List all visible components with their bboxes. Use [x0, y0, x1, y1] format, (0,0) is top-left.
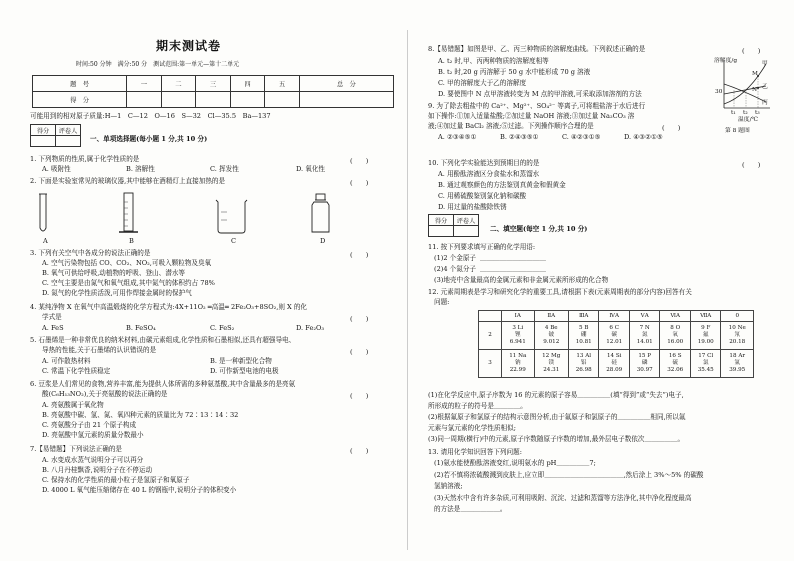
group-header: ⅥA [660, 311, 691, 322]
element-symbol: 15 P [638, 353, 652, 359]
graph-tick-t3: t₃ [755, 110, 760, 116]
element-mass: 28.09 [606, 367, 623, 373]
grader-cell[interactable] [454, 226, 479, 237]
element-mass: 12.01 [606, 339, 623, 345]
q4-opt-a: A. FeS [42, 324, 64, 332]
grader-label: 评卷人 [454, 215, 479, 226]
element-symbol: 16 S [668, 353, 682, 359]
element-mass: 9.012 [543, 339, 560, 345]
q7-opt-d: D. 4000 L 氧气能压缩储存在 40 L 的钢瓶中,说明分子的体积变小 [42, 486, 237, 494]
grader-score-label: 得分 [429, 215, 454, 226]
q8-stem: 8.【易错题】如图是甲、乙、丙三种物质的溶解度曲线。下列叙述正确的是 [428, 45, 646, 53]
curve-jia [724, 64, 766, 104]
element-symbol: 14 Si [606, 353, 622, 359]
score-cell[interactable] [230, 92, 265, 108]
q12-item-2-cont: 元素与氯元素的化学性质相似; [428, 424, 516, 432]
grader-score-cell[interactable] [31, 136, 56, 147]
q4-opt-c: C. FeS₂ [210, 324, 235, 332]
right-column [420, 0, 772, 561]
element-symbol: 4 Be [544, 325, 558, 331]
q3-opt-d: D. 氮气的化学性质活泼,可用作焊接金属时的保护气 [42, 289, 192, 297]
graph-point-m: M [752, 71, 758, 77]
q5-opt-d: D. 可作新型电池的电极 [210, 367, 279, 375]
answer-paren[interactable]: ( ) [742, 47, 761, 55]
graph-xlabel: 温度/℃ [738, 117, 759, 123]
score-header: 一 [127, 76, 162, 92]
q13-stem: 13. 请用化学知识回答下列问题: [428, 448, 522, 456]
score-header: 四 [230, 76, 265, 92]
q12-item-3: (3)同一周期(横行)中的元素,原子序数随原子序数的增加,最外层电子数依次＿＿＿＿＿。 [428, 435, 685, 443]
q1-opt-d: D. 氧化性 [296, 165, 326, 173]
element-name: 镁 [548, 360, 555, 366]
graph-y-tick: 30 [715, 89, 723, 95]
group-header: ⅦA [690, 311, 721, 322]
element-name: 氖 [734, 332, 741, 338]
element-cell [502, 322, 535, 350]
exam-info: 时间:50 分钟 满分:50 分 测试范围:第一单元—第十二单元 [76, 61, 240, 68]
element-name: 铍 [548, 332, 555, 338]
score-header: 二 [161, 76, 196, 92]
element-cell [534, 350, 568, 378]
answer-blank[interactable]: ＿＿＿＿＿＿＿＿＿＿ [480, 254, 546, 262]
q2-label-d: D [320, 237, 326, 245]
score-header: 五 [265, 76, 300, 92]
q6-opt-a: A. 亮氨酸属于氧化物 [42, 401, 104, 409]
q4-stem: 4. 某纯净物 X 在氧气中高温煅烧的化学方程式为:4X+11O₂ ═高温═ 2Fe₂O₃+8SO₂,则 X 的化 [30, 303, 308, 311]
element-name: 氩 [734, 360, 741, 366]
atomic-masses: 可能用到的相对原子质量:H—1 C—12 O—16 S—32 Cl—35.5 Ba—137 [30, 112, 271, 120]
q1-stem: 1. 下列物质的性质,属于化学性质的是 [30, 155, 140, 163]
element-symbol: 10 Ne [728, 325, 746, 331]
answer-paren[interactable]: ( ) [350, 315, 369, 323]
score-cell[interactable] [265, 92, 300, 108]
element-mass: 10.81 [575, 339, 592, 345]
q9-opt-b: B. ②④③⑤① [500, 133, 539, 141]
q13-item-2-cont: 氢钠溶液; [434, 482, 463, 490]
group-header: ⅣA [599, 311, 630, 322]
q9-opt-c: C. ④②③①⑤ [562, 133, 601, 141]
element-symbol: 9 F [701, 325, 711, 331]
group-header: ⅢA [568, 311, 599, 322]
q11-stem: 11. 按下列要求填写正确的化学用语: [428, 243, 536, 251]
q4-stem-cont: 学式是 [42, 313, 62, 321]
q6-opt-c: C. 亮氨酸分子由 21 个原子构成 [42, 421, 137, 429]
q12-item-1-cont: 所形成的粒子的符号是＿＿＿＿。 [428, 402, 527, 410]
element-name: 铝 [580, 360, 587, 366]
q9-stem: 9. 为了除去粗盐中的 Ca²⁺、Mg²⁺、SO₄²⁻ 等离子,可将粗盐溶于水后进行 [428, 102, 646, 110]
beaker-icon [216, 200, 247, 233]
score-row-label: 得 分 [33, 92, 127, 108]
element-name: 磷 [641, 360, 648, 366]
element-mass: 6.941 [509, 339, 526, 345]
element-cell [568, 322, 599, 350]
graph-tick-t1: t₁ [731, 110, 736, 116]
q3-stem: 3. 下列有关空气中各成分的说法正确的是 [30, 249, 151, 257]
q13-item-3: (3)天然水中含有许多杂质,可利用吸附、沉淀、过滤和蒸馏等方法净化,其中净化程度最高 [434, 494, 692, 502]
element-mass: 20.18 [729, 339, 746, 345]
q8-figure-label: 第 8 题图 [725, 128, 750, 134]
group-header: ⅤA [629, 311, 660, 322]
q12-item-2: (2)根据氟原子和氯原子的结构示意图分析,由于氟原子和氯原子的＿＿＿＿＿相同,所以氟 [428, 413, 686, 421]
element-mass: 16.00 [667, 339, 684, 345]
q4-opt-d: D. Fe₂O₃ [296, 324, 325, 332]
element-cell [599, 350, 630, 378]
answer-paren[interactable]: ( ) [350, 348, 369, 356]
q12-item-1: (1)在化学反应中,原子序数为 16 的元素的原子容易＿＿＿＿＿(填“得到”或“失去”)电子, [428, 391, 684, 399]
score-header: 总 分 [299, 76, 393, 92]
q6-stem: 6. 豆浆是人们常见的食物,营养丰富,能为提供人体所需的多种氨基酸,其中含量最多的是亮氨 [30, 380, 296, 388]
element-name: 硼 [580, 332, 587, 338]
element-name: 碳 [611, 332, 618, 338]
q11-item-3: (3)地壳中含量最高的金属元素和非金属元素所形成的化合物 [434, 276, 609, 284]
q10-stem: 10. 下列化学实验能达到预期目的的是 [428, 159, 540, 167]
element-mass: 24.31 [543, 367, 560, 373]
element-symbol: 3 Li [512, 325, 524, 331]
answer-paren[interactable]: ( ) [350, 392, 369, 400]
grader-label: 评卷人 [56, 125, 81, 136]
element-name: 氯 [702, 360, 709, 366]
q9-opt-d: D. ④③②①⑤ [624, 133, 663, 141]
q5-opt-a: A. 可作散热材料 [42, 357, 91, 365]
element-mass: 14.01 [636, 339, 653, 345]
section1-heading: 一、单项选择题(每小题 1 分,共 10 分) [90, 135, 208, 143]
q12-stem-cont: 问题: [434, 298, 450, 306]
curve-yi [724, 86, 766, 94]
element-symbol: 12 Mg [542, 353, 561, 359]
element-cell [599, 322, 630, 350]
element-name: 硅 [611, 360, 618, 366]
score-header: 三 [196, 76, 231, 92]
score-cell[interactable] [196, 92, 231, 108]
q9-stem-cont2: 液;④加过量 BaCl₂ 溶液;⑤过滤。下列操作顺序合理的是 [428, 122, 594, 130]
group-header: ⅠA [502, 311, 535, 322]
q8-opt-d: D. 要使图中 N 点甲溶液转变为 M 点的甲溶液,可采取添加溶剂的方法 [438, 90, 642, 98]
element-symbol: 8 O [670, 325, 681, 331]
graph-curve-jia-label: 甲 [762, 61, 768, 67]
answer-blank[interactable]: ＿＿＿＿＿＿＿＿＿＿ [480, 265, 546, 273]
element-name: 钠 [514, 360, 521, 366]
column-divider [407, 30, 408, 550]
element-cell [690, 322, 721, 350]
q7-opt-a: A. 水变成水蒸气说明分子可以再分 [42, 456, 144, 464]
answer-paren[interactable]: ( ) [662, 124, 681, 132]
element-symbol: 7 N [639, 325, 650, 331]
element-symbol: 17 Cl [698, 353, 714, 359]
answer-paren[interactable]: ( ) [350, 157, 369, 165]
q4-opt-b: B. FeSO₄ [126, 324, 156, 332]
q2-label-a: A [43, 237, 48, 245]
grader-score-label: 得分 [31, 125, 56, 136]
graph-curve-bing-label: 丙 [762, 100, 768, 106]
grader-score-cell[interactable] [429, 226, 454, 237]
element-cell [721, 350, 754, 378]
q5-opt-c: C. 常温下化学性质稳定 [42, 367, 111, 375]
element-name: 氮 [641, 332, 648, 338]
group-header: 0 [721, 311, 754, 322]
element-cell [660, 322, 691, 350]
reagent-bottle-icon [312, 194, 329, 232]
element-mass: 26.98 [575, 367, 592, 373]
q10-opt-a: A. 用酚酞溶液区分食盐水和蒸馏水 [438, 170, 540, 178]
graduated-cylinder-icon [119, 193, 138, 232]
q1-opt-c: C. 挥发性 [210, 165, 239, 173]
graph-curve-yi-label: 乙 [762, 84, 768, 90]
element-mass: 19.00 [697, 339, 714, 345]
q13-item-3-cont: 的方法是＿＿＿＿＿＿。 [434, 505, 507, 513]
q8-opt-a: A. t₂ 时,甲、丙两种物质的溶解度相等 [438, 57, 549, 65]
q3-opt-b: B. 氧气可供给呼吸,动植物的呼吸、登山、潜水等 [42, 269, 186, 277]
grader-box-2 [428, 214, 479, 237]
element-mass: 35.45 [697, 367, 714, 373]
q6-opt-d: D. 亮氨酸中氢元素的质量分数最小 [42, 431, 144, 439]
glassware-figure [36, 190, 336, 238]
q10-opt-d: D. 用过量的盐酸除铁锈 [438, 203, 507, 211]
element-cell [534, 322, 568, 350]
answer-paren[interactable]: ( ) [350, 447, 369, 455]
answer-paren[interactable]: ( ) [350, 251, 369, 259]
q9-stem-cont: 如下操作:①加入适量盐酸;②加过量 NaOH 溶液;③加过量 Na₂CO₃ 溶 [428, 112, 635, 120]
graph-point-n: N [752, 87, 758, 93]
period-label: 3 [479, 350, 502, 378]
element-mass: 32.06 [667, 367, 684, 373]
q2-label-c: C [231, 237, 237, 245]
q10-opt-c: C. 用稀硫酸鉴别氯化钠和碳酸 [438, 192, 527, 200]
period-label: 2 [479, 322, 502, 350]
element-cell [629, 322, 660, 350]
test-tube-icon [39, 194, 47, 231]
q5-stem-cont: 导热的性能,关于石墨烯的认识错误的是 [42, 346, 157, 354]
q7-stem: 7.【易错题】下列说法正确的是 [30, 445, 123, 453]
q5-stem: 5. 石墨烯是一种非常优良的纳米材料,由碳元素组成,化学性质和石墨相似,还具有超强导电、 [30, 336, 296, 344]
score-cell[interactable] [161, 92, 196, 108]
left-column [28, 0, 398, 561]
element-symbol: 5 B [578, 325, 589, 331]
exam-title: 期末测试卷 [156, 39, 222, 53]
element-symbol: 6 C [609, 325, 620, 331]
q1-opt-a: A. 吸附性 [42, 165, 71, 173]
period-header-blank [479, 311, 502, 322]
element-symbol: 11 Na [509, 353, 527, 359]
q10-opt-b: B. 通过观察颜色的方法鉴别真黄金和假黄金 [438, 181, 566, 189]
element-mass: 22.99 [509, 367, 526, 373]
answer-paren[interactable]: ( ) [742, 161, 761, 169]
element-cell [629, 350, 660, 378]
q6-stem-cont: 酸(C₆H₁₃NO₂),关于亮氨酸的说法正确的是 [42, 390, 168, 398]
graph-ylabel: 溶解度/g [714, 58, 738, 64]
element-name: 硫 [672, 360, 679, 366]
element-mass: 39.95 [729, 367, 746, 373]
element-symbol: 13 Al [576, 353, 592, 359]
q13-item-1: (1)氨水能使酚酞溶液变红,说明氨水的 pH＿＿＿＿＿7; [434, 459, 596, 467]
element-mass: 30.97 [636, 367, 653, 373]
section2-heading: 二、填空题(每空 1 分,共 10 分) [490, 225, 588, 233]
q3-opt-c: C. 空气主要是由氮气和氧气组成,其中氮气的体积约占 78% [42, 279, 215, 287]
grader-cell[interactable] [56, 136, 81, 147]
grader-box-1 [30, 124, 81, 147]
periodic-table [478, 310, 754, 378]
element-name: 氧 [672, 332, 679, 338]
q7-opt-b: B. 八月丹桂飘香,说明分子在不停运动 [42, 466, 153, 474]
q2-label-b: B [129, 237, 134, 245]
q3-opt-a: A. 空气污染物包括 CO、CO₂、NO₂,可吸入颗粒物及臭氧 [42, 259, 212, 267]
score-cell[interactable] [299, 92, 393, 108]
q8-opt-c: C. 甲的溶解度大于乙的溶解度 [438, 79, 527, 87]
element-name: 锂 [514, 332, 521, 338]
element-name: 氟 [702, 332, 709, 338]
q7-opt-c: C. 保持水的化学性质的最小粒子是氢原子和氧原子 [42, 476, 190, 484]
q2-stem: 2. 下面是实验室常见的玻璃仪器,其中能够在酒精灯上直接加热的是 [30, 177, 226, 185]
q11-item-2: (2)4 个氮分子 [434, 265, 477, 273]
element-cell [502, 350, 535, 378]
element-cell [660, 350, 691, 378]
q5-opt-b: B. 是一种新型化合物 [210, 357, 272, 365]
q13-item-2: (2)若不慎将浓硫酸溅到皮肤上,应立即＿＿＿＿＿＿＿＿＿＿＿＿,然后涂上 3%～5% 的碳酸 [434, 471, 704, 479]
q12-stem: 12. 元素周期表是学习和研究化学的重要工具,请根据下表(元素周期表的部分内容)回答有关 [428, 288, 692, 296]
q11-item-1: (1)2 个金原子 [434, 254, 477, 262]
graph-tick-t2: t₂ [743, 110, 748, 116]
answer-paren[interactable]: ( ) [350, 179, 369, 187]
element-cell [721, 322, 754, 350]
q1-opt-b: B. 溶解性 [126, 165, 155, 173]
score-cell[interactable] [127, 92, 162, 108]
q6-opt-b: B. 亮氨酸中碳、氢、氮、氧四种元素的质量比为 72∶13∶14∶32 [42, 411, 239, 419]
score-header: 题 号 [33, 76, 127, 92]
q8-opt-b: B. t₂ 时,20 g 丙溶解于 50 g 水中能形成 70 g 溶液 [438, 68, 591, 76]
element-cell [690, 350, 721, 378]
q9-opt-a: A. ②③④⑤① [438, 133, 477, 141]
score-table [32, 75, 394, 108]
group-header: ⅡA [534, 311, 568, 322]
element-cell [568, 350, 599, 378]
element-symbol: 18 Ar [729, 353, 746, 359]
